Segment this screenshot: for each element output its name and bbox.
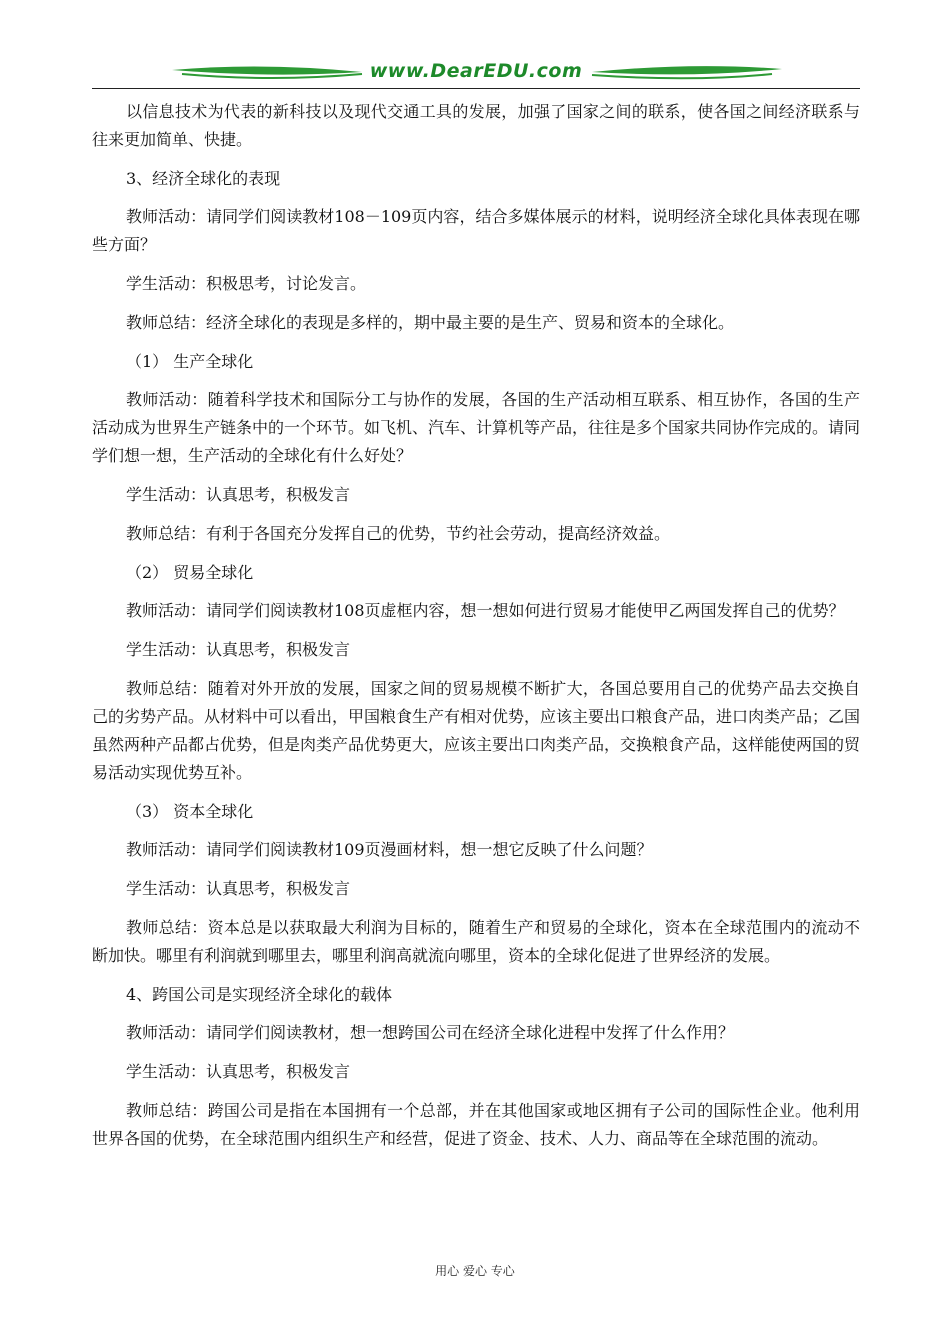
paragraph: 教师总结：经济全球化的表现是多样的，期中最主要的是生产、贸易和资本的全球化。 xyxy=(126,313,735,332)
paragraph: 教师活动：请同学们阅读教材108－109页内容，结合多媒体展示的材料，说明经济全球化具体表现在哪些方面？ xyxy=(92,207,860,254)
paragraph: 学生活动：认真思考，积极发言 xyxy=(126,1062,351,1081)
paragraph: 教师总结：有利于各国充分发挥自己的优势，节约社会劳动，提高经济效益。 xyxy=(126,524,671,543)
subsection-heading: （3） 资本全球化 xyxy=(126,802,254,821)
section-heading: 3、经济全球化的表现 xyxy=(126,169,281,188)
paragraph: 以信息技术为代表的新科技以及现代交通工具的发展，加强了国家之间的联系，使各国之间经济联系与往来更加简单、快捷。 xyxy=(92,102,860,149)
header-divider xyxy=(92,88,860,89)
paragraph: 教师总结：随着对外开放的发展，国家之间的贸易规模不断扩大，各国总要用自己的优势产品去交换自己的劣势产品。从材料中可以看出，甲国粮食生产有相对优势，应该主要出口粮食产品，进口肉类产品；乙国虽然两种产品都占优势，但是肉类产品优势更大，应该主要出口肉类产品，交换粮食产品，这样能使两国的贸易活动实现优势互补。 xyxy=(92,679,861,782)
document-body xyxy=(92,98,860,1164)
section-heading: 4、跨国公司是实现经济全球化的载体 xyxy=(126,985,393,1004)
paragraph: 学生活动：认真思考，积极发言 xyxy=(126,485,351,504)
paragraph: 教师活动：随着科学技术和国际分工与协作的发展，各国的生产活动相互联系、相互协作，各国的生产活动成为世界生产链条中的一个环节。如飞机、汽车、计算机等产品，往往是多个国家共同协作完成的。请同学们想一想，生产活动的全球化有什么好处？ xyxy=(92,390,861,465)
subsection-heading: （1） 生产全球化 xyxy=(126,352,254,371)
paragraph: 教师活动：请同学们阅读教材109页漫画材料，想一想它反映了什么问题？ xyxy=(126,840,653,859)
page-footer: 用心 爱心 专心 xyxy=(435,1264,515,1278)
paragraph: 教师总结：资本总是以获取最大利润为目标的，随着生产和贸易的全球化，资本在全球范围内的流动不断加快。哪里有利润就到哪里去，哪里利润高就流向哪里，资本的全球化促进了世界经济的发展。 xyxy=(92,918,860,965)
paragraph: 学生活动：认真思考，积极发言 xyxy=(126,879,351,898)
subsection-heading: （2） 贸易全球化 xyxy=(126,563,254,582)
paragraph: 教师总结：跨国公司是指在本国拥有一个总部，并在其他国家或地区拥有子公司的国际性企业。他利用世界各国的优势，在全球范围内组织生产和经营，促进了资金、技术、人力、商品等在全球范围的流动。 xyxy=(92,1101,860,1148)
paragraph: 教师活动：请同学们阅读教材，想一想跨国公司在经济全球化进程中发挥了什么作用？ xyxy=(126,1023,735,1042)
site-url: www.DearEDU.com xyxy=(369,60,583,82)
paragraph: 学生活动：积极思考，讨论发言。 xyxy=(126,274,367,293)
paragraph: 教师活动：请同学们阅读教材108页虚框内容，想一想如何进行贸易才能使甲乙两国发挥自己的优势？ xyxy=(126,601,845,620)
page-header xyxy=(92,56,860,90)
paragraph: 学生活动：认真思考，积极发言 xyxy=(126,640,351,659)
